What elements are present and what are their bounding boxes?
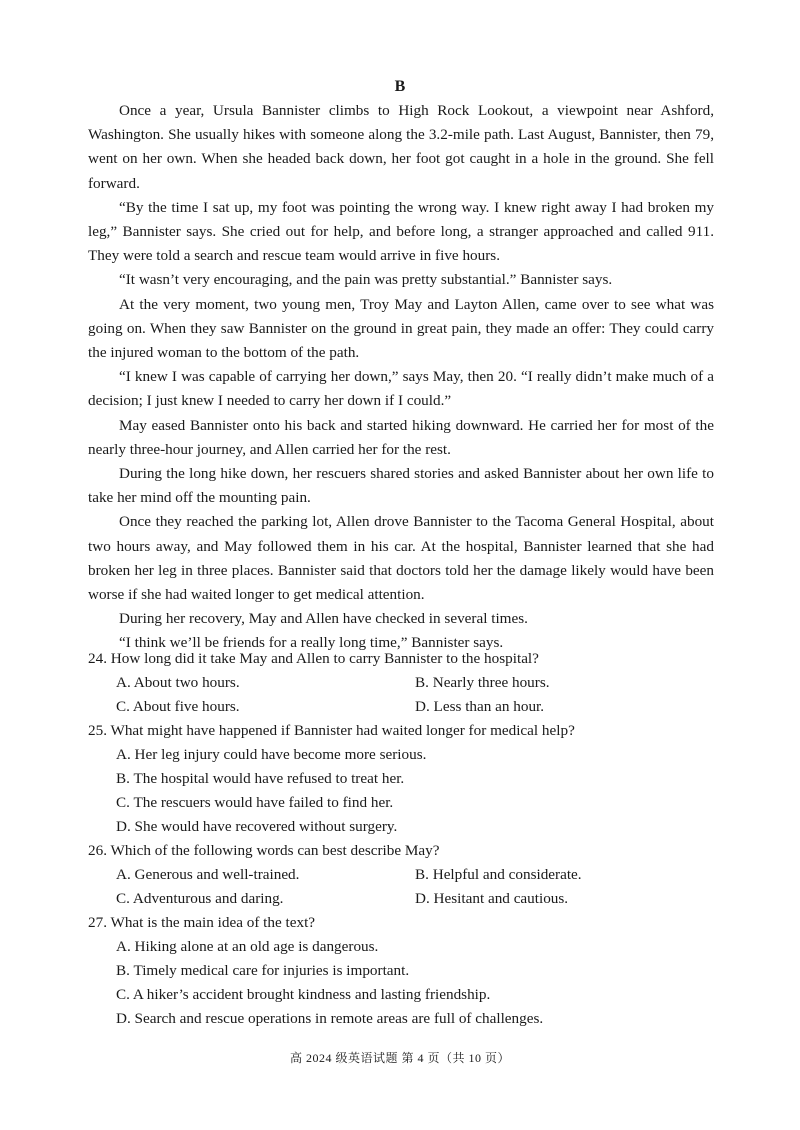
page-footer: 高 2024 级英语试题 第 4 页（共 10 页）: [289, 1051, 510, 1065]
option-a: A. Hiking alone at an old age is dangerous.: [116, 938, 379, 955]
option-c: C. A hiker’s accident brought kindness and lasting friendship.: [116, 986, 491, 1003]
option-b: B. The hospital would have refused to treat her.: [116, 770, 405, 787]
passage-paragraph: “By the time I sat up, my foot was pointing the wrong way. I knew right away I had broken my leg,” Bannister says. She cried out for help, and before long, a stranger approached and called 911. They were told a search and rescue team would arrive in five hours.: [88, 198, 714, 265]
passage-paragraph: During her recovery, May and Allen have checked in several times.: [119, 610, 528, 628]
passage-paragraph: May eased Bannister onto his back and started hiking downward. He carried her for most of the nearly three-hour journey, and Allen carried her for the rest.: [88, 416, 714, 458]
option-d: D. Less than an hour.: [415, 698, 545, 715]
option-c: C. Adventurous and daring.: [116, 890, 284, 907]
passage-paragraph: “I knew I was capable of carrying her down,” says May, then 20. “I really didn’t make much of a decision; I just knew I needed to carry her down if I could.”: [88, 368, 714, 410]
question-stem: 25. What might have happened if Bannister had waited longer for medical help?: [88, 722, 575, 739]
question-stem: 26. Which of the following words can best describe May?: [88, 842, 440, 859]
passage-paragraph: Once they reached the parking lot, Allen drove Bannister to the Tacoma General Hospital, about two hours away, and May followed them in his car. At the hospital, Bannister learned that she had broken her leg in three places. Bannister said that doctors told her the damage likely would have been worse if she had waited longer to get medical attention.: [88, 513, 714, 604]
passage-paragraph: At the very moment, two young men, Troy May and Layton Allen, came over to see what was going on. When they saw Bannister on the ground in great pain, they made an offer: They could carry the injured woman to the bottom of the path.: [88, 295, 714, 362]
option-d: D. Hesitant and cautious.: [415, 890, 569, 907]
question-26: [88, 839, 714, 911]
question-list: [88, 647, 714, 1031]
question-27: [88, 911, 714, 1031]
option-c: C. The rescuers would have failed to find her.: [116, 794, 394, 811]
option-a: A. Her leg injury could have become more serious.: [116, 746, 427, 763]
passage-paragraph: “I think we’ll be friends for a really long time,” Bannister says.: [119, 634, 504, 652]
option-a: A. About two hours.: [116, 674, 240, 691]
section-title: B: [394, 78, 406, 95]
option-b: B. Nearly three hours.: [415, 674, 550, 691]
option-d: D. Search and rescue operations in remote areas are full of challenges.: [116, 1010, 544, 1027]
option-b: B. Helpful and considerate.: [415, 866, 582, 883]
passage-paragraph: “It wasn’t very encouraging, and the pain was pretty substantial.” Bannister says.: [119, 271, 613, 289]
option-a: A. Generous and well-trained.: [116, 866, 300, 883]
option-c: C. About five hours.: [116, 698, 240, 715]
question-stem: 24. How long did it take May and Allen to carry Bannister to the hospital?: [88, 650, 539, 667]
question-24: [88, 647, 714, 719]
question-stem: 27. What is the main idea of the text?: [88, 914, 316, 931]
passage-paragraph: During the long hike down, her rescuers shared stories and asked Bannister about her own life to take her mind off the mounting pain.: [88, 465, 714, 507]
reading-passage: [88, 99, 714, 656]
passage-paragraph: Once a year, Ursula Bannister climbs to High Rock Lookout, a viewpoint near Ashford, Washington. She usually hikes with someone along the 3.2-mile path. Last August, Bannister, then 79, went on her own. When she headed back down, her foot got caught in a hole in the ground. She fell forward.: [88, 102, 714, 192]
option-b: B. Timely medical care for injuries is important.: [116, 962, 410, 979]
question-25: [88, 719, 714, 839]
option-d: D. She would have recovered without surgery.: [116, 818, 398, 835]
